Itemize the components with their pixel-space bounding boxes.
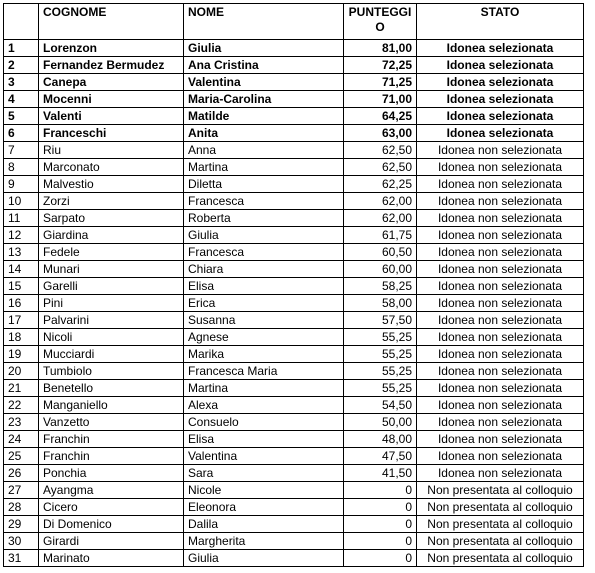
cell-stato: Non presentata al colloquio [417, 516, 584, 533]
table-row [4, 329, 584, 346]
row-number: 25 [4, 448, 39, 465]
cell-punteggio: 55,25 [344, 363, 417, 380]
table-row [4, 125, 584, 142]
table-row [4, 142, 584, 159]
table-row [4, 533, 584, 550]
table-row [4, 482, 584, 499]
cell-cognome: Tumbiolo [39, 363, 184, 380]
cell-punteggio: 81,00 [344, 40, 417, 57]
cell-cognome: Benetello [39, 380, 184, 397]
cell-nome: Valentina [184, 448, 344, 465]
cell-stato: Idonea non selezionata [417, 363, 584, 380]
header-stato: STATO [417, 4, 584, 40]
cell-nome: Susanna [184, 312, 344, 329]
row-number: 22 [4, 397, 39, 414]
cell-punteggio: 58,00 [344, 295, 417, 312]
cell-punteggio: 60,50 [344, 244, 417, 261]
cell-stato: Idonea non selezionata [417, 414, 584, 431]
cell-nome: Valentina [184, 74, 344, 91]
cell-punteggio: 58,25 [344, 278, 417, 295]
cell-punteggio: 55,25 [344, 346, 417, 363]
cell-nome: Anna [184, 142, 344, 159]
table-row [4, 91, 584, 108]
cell-punteggio: 54,50 [344, 397, 417, 414]
header-row [4, 4, 584, 40]
row-number: 13 [4, 244, 39, 261]
cell-stato: Non presentata al colloquio [417, 499, 584, 516]
cell-punteggio: 60,00 [344, 261, 417, 278]
row-number: 24 [4, 431, 39, 448]
table-row [4, 176, 584, 193]
cell-stato: Idonea non selezionata [417, 159, 584, 176]
cell-cognome: Zorzi [39, 193, 184, 210]
cell-punteggio: 47,50 [344, 448, 417, 465]
row-number: 27 [4, 482, 39, 499]
cell-punteggio: 71,00 [344, 91, 417, 108]
cell-nome: Elisa [184, 278, 344, 295]
cell-stato: Idonea non selezionata [417, 346, 584, 363]
table-row [4, 431, 584, 448]
cell-punteggio: 62,00 [344, 210, 417, 227]
cell-cognome: Fedele [39, 244, 184, 261]
table-body [4, 40, 584, 567]
cell-stato: Idonea selezionata [417, 40, 584, 57]
row-number: 20 [4, 363, 39, 380]
cell-cognome: Malvestio [39, 176, 184, 193]
cell-punteggio: 62,50 [344, 142, 417, 159]
table-row [4, 414, 584, 431]
cell-cognome: Fernandez Bermudez [39, 57, 184, 74]
cell-nome: Roberta [184, 210, 344, 227]
cell-stato: Idonea non selezionata [417, 278, 584, 295]
cell-nome: Erica [184, 295, 344, 312]
table-row [4, 499, 584, 516]
table-row [4, 397, 584, 414]
cell-nome: Martina [184, 159, 344, 176]
cell-stato: Idonea non selezionata [417, 312, 584, 329]
cell-punteggio: 71,25 [344, 74, 417, 91]
cell-stato: Non presentata al colloquio [417, 482, 584, 499]
cell-punteggio: 0 [344, 550, 417, 567]
row-number: 14 [4, 261, 39, 278]
cell-nome: Giulia [184, 40, 344, 57]
cell-nome: Marika [184, 346, 344, 363]
cell-stato: Idonea non selezionata [417, 329, 584, 346]
cell-cognome: Franceschi [39, 125, 184, 142]
row-number: 26 [4, 465, 39, 482]
row-number: 23 [4, 414, 39, 431]
cell-stato: Idonea non selezionata [417, 261, 584, 278]
table-row [4, 465, 584, 482]
cell-nome: Nicole [184, 482, 344, 499]
cell-stato: Idonea non selezionata [417, 244, 584, 261]
cell-cognome: Palvarini [39, 312, 184, 329]
header-punteggio-line2: O [375, 20, 385, 34]
cell-nome: Chiara [184, 261, 344, 278]
cell-stato: Idonea non selezionata [417, 431, 584, 448]
cell-stato: Idonea selezionata [417, 74, 584, 91]
cell-cognome: Mucciardi [39, 346, 184, 363]
cell-stato: Idonea non selezionata [417, 210, 584, 227]
cell-punteggio: 62,00 [344, 193, 417, 210]
cell-punteggio: 55,25 [344, 380, 417, 397]
row-number: 29 [4, 516, 39, 533]
header-cognome: COGNOME [39, 4, 184, 40]
table-row [4, 193, 584, 210]
cell-punteggio: 62,25 [344, 176, 417, 193]
cell-punteggio: 55,25 [344, 329, 417, 346]
cell-cognome: Marinato [39, 550, 184, 567]
cell-nome: Dalila [184, 516, 344, 533]
cell-cognome: Ponchia [39, 465, 184, 482]
cell-cognome: Sarpato [39, 210, 184, 227]
cell-stato: Non presentata al colloquio [417, 533, 584, 550]
cell-punteggio: 0 [344, 516, 417, 533]
cell-nome: Anita [184, 125, 344, 142]
table-row [4, 57, 584, 74]
cell-cognome: Pini [39, 295, 184, 312]
cell-cognome: Girardi [39, 533, 184, 550]
row-number: 19 [4, 346, 39, 363]
cell-cognome: Mocenni [39, 91, 184, 108]
cell-cognome: Nicoli [39, 329, 184, 346]
cell-stato: Idonea non selezionata [417, 380, 584, 397]
cell-nome: Francesca [184, 193, 344, 210]
row-number: 15 [4, 278, 39, 295]
row-number: 6 [4, 125, 39, 142]
row-number: 5 [4, 108, 39, 125]
cell-cognome: Franchin [39, 448, 184, 465]
cell-stato: Idonea selezionata [417, 125, 584, 142]
cell-stato: Idonea non selezionata [417, 465, 584, 482]
cell-nome: Margherita [184, 533, 344, 550]
cell-nome: Consuelo [184, 414, 344, 431]
cell-cognome: Giardina [39, 227, 184, 244]
cell-nome: Sara [184, 465, 344, 482]
row-number: 3 [4, 74, 39, 91]
cell-cognome: Di Domenico [39, 516, 184, 533]
cell-punteggio: 72,25 [344, 57, 417, 74]
cell-cognome: Garelli [39, 278, 184, 295]
cell-cognome: Franchin [39, 431, 184, 448]
cell-stato: Idonea non selezionata [417, 295, 584, 312]
cell-punteggio: 63,00 [344, 125, 417, 142]
cell-stato: Idonea non selezionata [417, 176, 584, 193]
cell-punteggio: 62,50 [344, 159, 417, 176]
table-row [4, 278, 584, 295]
cell-nome: Diletta [184, 176, 344, 193]
row-number: 10 [4, 193, 39, 210]
cell-punteggio: 57,50 [344, 312, 417, 329]
row-number: 2 [4, 57, 39, 74]
cell-nome: Martina [184, 380, 344, 397]
row-number: 7 [4, 142, 39, 159]
table-row [4, 346, 584, 363]
table-row [4, 516, 584, 533]
table-row [4, 40, 584, 57]
row-number: 30 [4, 533, 39, 550]
cell-cognome: Vanzetto [39, 414, 184, 431]
row-number: 9 [4, 176, 39, 193]
row-number: 21 [4, 380, 39, 397]
cell-nome: Matilde [184, 108, 344, 125]
row-number: 4 [4, 91, 39, 108]
header-punteggio [344, 4, 417, 40]
cell-cognome: Marconato [39, 159, 184, 176]
cell-punteggio: 41,50 [344, 465, 417, 482]
cell-stato: Idonea selezionata [417, 91, 584, 108]
cell-stato: Idonea selezionata [417, 57, 584, 74]
cell-nome: Maria-Carolina [184, 91, 344, 108]
row-number: 8 [4, 159, 39, 176]
header-num [4, 4, 39, 40]
cell-stato: Idonea non selezionata [417, 142, 584, 159]
table-row [4, 210, 584, 227]
cell-nome: Agnese [184, 329, 344, 346]
row-number: 18 [4, 329, 39, 346]
cell-nome: Ana Cristina [184, 57, 344, 74]
cell-nome: Francesca Maria [184, 363, 344, 380]
table-row [4, 159, 584, 176]
cell-punteggio: 0 [344, 533, 417, 550]
table-row [4, 295, 584, 312]
cell-stato: Idonea non selezionata [417, 227, 584, 244]
cell-nome: Alexa [184, 397, 344, 414]
table-row [4, 108, 584, 125]
cell-punteggio: 0 [344, 499, 417, 516]
cell-stato: Idonea non selezionata [417, 397, 584, 414]
table-row [4, 227, 584, 244]
cell-punteggio: 0 [344, 482, 417, 499]
row-number: 1 [4, 40, 39, 57]
cell-stato: Non presentata al colloquio [417, 550, 584, 567]
cell-cognome: Lorenzon [39, 40, 184, 57]
row-number: 28 [4, 499, 39, 516]
cell-nome: Giulia [184, 227, 344, 244]
cell-nome: Eleonora [184, 499, 344, 516]
cell-stato: Idonea non selezionata [417, 448, 584, 465]
header-nome: NOME [184, 4, 344, 40]
cell-cognome: Canepa [39, 74, 184, 91]
row-number: 16 [4, 295, 39, 312]
row-number: 17 [4, 312, 39, 329]
table-row [4, 74, 584, 91]
table-row [4, 312, 584, 329]
cell-cognome: Riu [39, 142, 184, 159]
table-row [4, 363, 584, 380]
cell-nome: Giulia [184, 550, 344, 567]
cell-nome: Elisa [184, 431, 344, 448]
table-row [4, 261, 584, 278]
header-punteggio-line1: PUNTEGGI [348, 5, 412, 19]
table-row [4, 448, 584, 465]
cell-cognome: Cicero [39, 499, 184, 516]
cell-cognome: Manganiello [39, 397, 184, 414]
row-number: 11 [4, 210, 39, 227]
table-row [4, 550, 584, 567]
row-number: 12 [4, 227, 39, 244]
cell-cognome: Munari [39, 261, 184, 278]
cell-punteggio: 50,00 [344, 414, 417, 431]
cell-punteggio: 48,00 [344, 431, 417, 448]
table-row [4, 244, 584, 261]
cell-nome: Francesca [184, 244, 344, 261]
cell-punteggio: 64,25 [344, 108, 417, 125]
cell-cognome: Valenti [39, 108, 184, 125]
cell-cognome: Ayangma [39, 482, 184, 499]
table-row [4, 380, 584, 397]
results-table [3, 3, 584, 567]
cell-stato: Idonea non selezionata [417, 193, 584, 210]
cell-punteggio: 61,75 [344, 227, 417, 244]
row-number: 31 [4, 550, 39, 567]
cell-stato: Idonea selezionata [417, 108, 584, 125]
